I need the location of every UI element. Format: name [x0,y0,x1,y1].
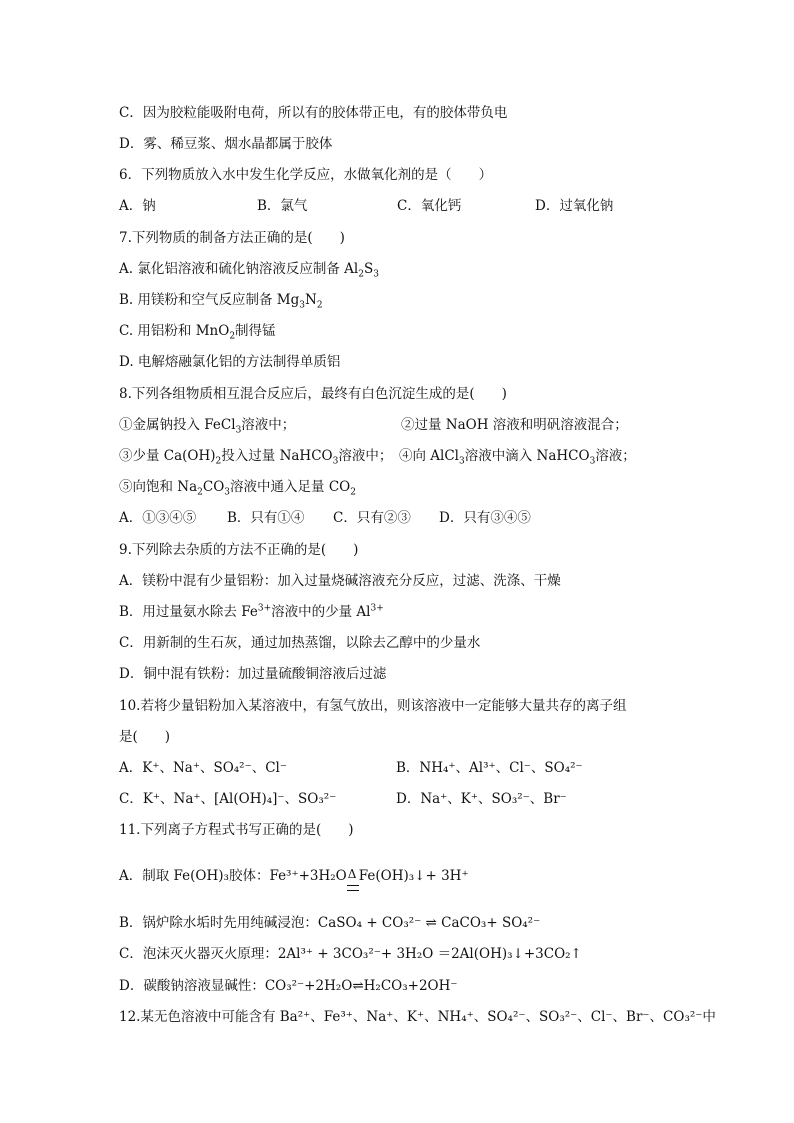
q12-stem: 12.某无色溶液中可能含有 Ba²⁺、Fe³⁺、Na⁺、K⁺、NH₄⁺、SO₄²⁻、SO₃²⁻、Cl⁻、Br⁻、CO₃²⁻中 [119,1009,716,1025]
q11-stem: 11.下列离子方程式书写正确的是( ) [119,822,354,838]
q10-option-b: B．NH₄⁺、Al³⁺、Cl⁻、SO₄²⁻ [396,760,583,776]
q8-option-b: B．只有①④ [227,510,305,526]
q8-item-2: ②过量 NaOH 溶液和明矾溶液混合； [401,417,628,433]
text: B．用过量氨水除去 Fe [119,604,258,620]
q6-option-c: C．氧化钙 [397,198,462,214]
q8-items-3-4 [119,447,636,465]
text: 溶液中的少量 Al [271,604,371,620]
q10-option-a: A．K⁺、Na⁺、SO₄²⁻、Cl⁻ [119,760,287,776]
q10-option-c: C．K⁺、Na⁺、[Al(OH)₄]⁻、SO₃²⁻ [119,791,337,807]
q7-option-a [119,260,379,278]
subscript: 2 [350,487,356,498]
subscript: 2 [229,331,236,342]
subscript: 3 [299,300,305,311]
text: ④向 AlCl [399,448,460,464]
q5-option-c: C．因为胶粒能吸附电荷，所以有的胶体带正电，有的胶体带负电 [119,105,508,121]
text: A. 氯化铝溶液和硫化钠溶液反应制备 Al [119,261,359,277]
q6-option-b: B．氯气 [257,198,308,214]
subscript: 3 [459,456,465,467]
text: A．制取 Fe(OH)₃胶体：Fe³⁺+3H₂O [119,868,347,884]
q10-options-cd [119,790,567,808]
q9-stem: 9.下列除去杂质的方法不正确的是( ) [119,542,359,558]
subscript: 2 [316,300,323,311]
text: C. 用铝粉和 MnO [119,323,230,339]
text: 溶液； [595,448,636,464]
q7-option-c [119,322,276,340]
subscript: 2 [197,487,203,498]
q5-option-d: D．雾、稀豆浆、烟水晶都属于胶体 [119,136,333,152]
q6-options [119,197,613,215]
q8-item-5 [119,478,356,496]
subscript: 3 [235,425,242,436]
q8-items-1-2 [119,416,628,434]
q6-option-a: A．钠 [119,198,156,214]
q10-stem-line1: 10.若将少量铝粉加入某溶液中，有氢气放出，则该溶液中一定能够大量共存的离子组 [119,698,627,714]
subscript: 2 [215,456,222,467]
q8-item-4 [399,447,636,465]
q11-option-a [119,867,469,885]
text: 溶液中滴入 NaHCO [464,448,590,464]
q9-option-b [119,603,384,621]
subscript: 3 [373,269,379,280]
q9-option-c: C．用新制的生石灰，通过加热蒸馏，以除去乙醇中的少量水 [119,635,481,651]
subscript: 3 [224,487,231,498]
subscript: 3 [332,456,339,467]
text: ③少量 Ca(OH) [119,448,216,464]
text: Fe(OH)₃↓+ 3H⁺ [358,868,469,884]
superscript: 3+ [370,603,384,614]
text: CO [202,479,225,495]
q7-option-d: D. 电解熔融氯化铝的方法制得单质铝 [119,354,341,370]
q6-option-d: D．过氧化钠 [535,198,614,214]
q8-option-d: D．只有③④⑤ [439,510,531,526]
double-line [347,885,359,891]
q11-option-b: B．锅炉除水垢时先用纯碱浸泡：CaSO₄ + CO₃²⁻ ⇌ CaCO₃+ SO₄²⁻ [119,915,541,931]
text: B. 用镁粉和空气反应制备 Mg [119,292,300,308]
text: 投入过量 NaHCO [221,448,333,464]
q8-item-1 [119,416,401,434]
q7-option-b [119,291,323,309]
text: 溶液中； [338,448,393,464]
superscript: 3+ [257,603,272,614]
q10-options-ab [119,759,583,777]
text: ⑤向饱和 Na [119,479,198,495]
text: 溶液中； [241,417,296,433]
subscript: 3 [589,456,596,467]
q6-stem: 6．下列物质放入水中发生化学反应，水做氧化剂的是（ ） [119,167,493,183]
q10-option-d: D．Na⁺、K⁺、SO₃²⁻、Br⁻ [396,791,567,807]
subscript: 2 [358,269,364,280]
q8-stem: 8.下列各组物质相互混合反应后，最终有白色沉淀生成的是( ) [119,386,507,402]
delta-symbol: Δ [347,867,357,881]
q10-stem-line2: 是( ) [119,729,171,745]
text: ①金属钠投入 FeCl [119,417,236,433]
text: N [305,292,317,308]
q8-option-a: A．①③④⑤ [119,510,197,526]
q8-item-3 [119,447,399,465]
q11-option-c: C．泡沫灭火器灭火原理：2Al³⁺ + 3CO₃²⁻+ 3H₂O ＝2Al(OH)₃↓+3CO₂↑ [119,946,582,962]
q8-options [119,509,531,527]
text: 溶液中通入足量 CO [230,479,351,495]
text: S [363,261,374,277]
q8-option-c: C．只有②③ [333,510,411,526]
q11-option-d: D．碳酸钠溶液显碱性：CO₃²⁻+2H₂O⇌H₂CO₃+2OH⁻ [119,978,458,994]
q9-option-a: A．镁粉中混有少量铝粉：加入过量烧碱溶液充分反应，过滤、洗涤、干燥 [119,573,561,589]
q9-option-d: D．铜中混有铁粉：加过量硫酸铜溶液后过滤 [119,666,387,682]
q7-stem: 7.下列物质的制备方法正确的是( ) [119,230,345,246]
text: 制得锰 [235,323,276,339]
